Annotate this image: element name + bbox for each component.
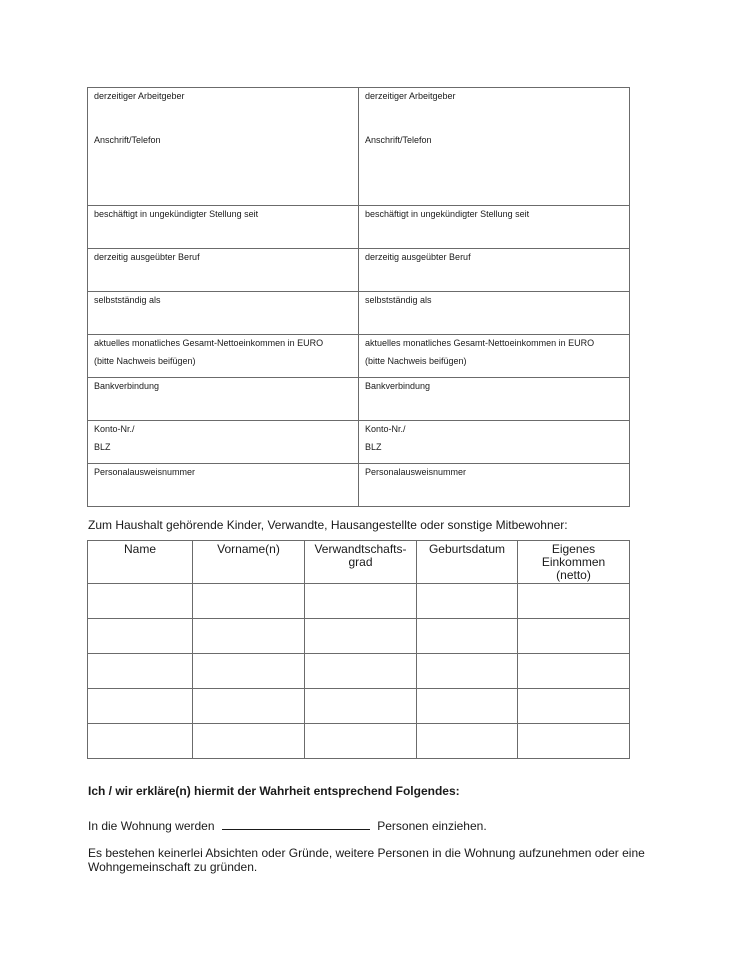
account-number-cell-left[interactable]	[88, 421, 359, 464]
id-card-label: Personalausweisnummer	[365, 467, 467, 477]
relationship-cell[interactable]	[305, 584, 417, 619]
household-heading: Zum Haushalt gehörende Kinder, Verwandte, Hausangestellte oder sonstige Mitbewohner:	[88, 518, 568, 532]
bank-details-label: Bankverbindung	[365, 381, 431, 391]
own-income-cell[interactable]	[518, 584, 630, 619]
relationship-cell[interactable]	[305, 689, 417, 724]
table-row	[88, 584, 630, 619]
id-card-label: Personalausweisnummer	[94, 467, 196, 477]
column-header-relationship: Verwandtschafts- grad	[305, 541, 417, 584]
employment-since-row	[88, 206, 630, 249]
bank-details-label: Bankverbindung	[94, 381, 160, 391]
employment-since-cell-right[interactable]	[359, 206, 630, 249]
column-header-name: Name	[88, 541, 193, 584]
table-row	[88, 654, 630, 689]
id-card-cell-left[interactable]	[88, 464, 359, 507]
bank-code-label: BLZ	[94, 442, 111, 452]
name-cell[interactable]	[88, 724, 193, 759]
net-income-cell-right[interactable]	[359, 335, 630, 378]
household-header-row	[88, 541, 630, 584]
column-header-birth-date: Geburtsdatum	[417, 541, 518, 584]
table-row	[88, 724, 630, 759]
first-name-cell[interactable]	[193, 689, 305, 724]
persons-count-line	[88, 818, 487, 833]
birth-date-cell[interactable]	[417, 689, 518, 724]
table-row	[88, 619, 630, 654]
name-cell[interactable]	[88, 654, 193, 689]
bank-details-row	[88, 378, 630, 421]
occupation-label: derzeitig ausgeübter Beruf	[365, 252, 471, 262]
occupation-cell-left[interactable]	[88, 249, 359, 292]
relationship-cell[interactable]	[305, 619, 417, 654]
address-phone-label: Anschrift/Telefon	[365, 135, 432, 145]
employer-cell-right[interactable]	[359, 88, 630, 206]
birth-date-cell[interactable]	[417, 724, 518, 759]
column-header-own-income: Eigenes Einkommen (netto)	[518, 541, 630, 584]
id-card-row	[88, 464, 630, 507]
employment-since-label: beschäftigt in ungekündigter Stellung seit	[365, 209, 530, 219]
birth-date-cell[interactable]	[417, 654, 518, 689]
no-further-persons-statement: Es bestehen keinerlei Absichten oder Gründe, weitere Personen in die Wohnung aufzunehmen oder eine Wohngemeinschaft zu gründen.	[88, 846, 645, 874]
employer-label: derzeitiger Arbeitgeber	[365, 91, 456, 101]
own-income-cell[interactable]	[518, 619, 630, 654]
bank-details-cell-right[interactable]	[359, 378, 630, 421]
id-card-cell-right[interactable]	[359, 464, 630, 507]
self-employed-label: selbstständig als	[94, 295, 161, 305]
applicant-details-table	[87, 87, 630, 507]
employer-row	[88, 88, 630, 206]
self-employed-label: selbstständig als	[365, 295, 432, 305]
own-income-cell[interactable]	[518, 654, 630, 689]
account-number-cell-right[interactable]	[359, 421, 630, 464]
own-income-cell[interactable]	[518, 724, 630, 759]
self-employed-row	[88, 292, 630, 335]
net-income-cell-left[interactable]	[88, 335, 359, 378]
proof-note: (bitte Nachweis beifügen)	[365, 356, 467, 366]
first-name-cell[interactable]	[193, 654, 305, 689]
bank-code-label: BLZ	[365, 442, 382, 452]
account-number-label: Konto-Nr./	[94, 424, 135, 434]
occupation-cell-right[interactable]	[359, 249, 630, 292]
account-number-label: Konto-Nr./	[365, 424, 406, 434]
net-income-label: aktuelles monatliches Gesamt-Nettoeinkommen in EURO	[94, 338, 324, 348]
name-cell[interactable]	[88, 584, 193, 619]
relationship-cell[interactable]	[305, 724, 417, 759]
own-income-cell[interactable]	[518, 689, 630, 724]
declaration-heading: Ich / wir erkläre(n) hiermit der Wahrheit entsprechend Folgendes:	[88, 784, 460, 798]
account-number-row	[88, 421, 630, 464]
first-name-cell[interactable]	[193, 724, 305, 759]
persons-suffix: Personen einziehen.	[377, 819, 487, 833]
employment-since-cell-left[interactable]	[88, 206, 359, 249]
name-cell[interactable]	[88, 619, 193, 654]
employment-since-label: beschäftigt in ungekündigter Stellung seit	[94, 209, 259, 219]
table-row	[88, 689, 630, 724]
proof-note: (bitte Nachweis beifügen)	[94, 356, 196, 366]
self-employed-cell-left[interactable]	[88, 292, 359, 335]
relationship-cell[interactable]	[305, 654, 417, 689]
birth-date-cell[interactable]	[417, 584, 518, 619]
first-name-cell[interactable]	[193, 619, 305, 654]
household-members-table	[87, 540, 630, 759]
net-income-row	[88, 335, 630, 378]
persons-prefix: In die Wohnung werden	[88, 819, 215, 833]
net-income-label: aktuelles monatliches Gesamt-Nettoeinkommen in EURO	[365, 338, 595, 348]
employer-label: derzeitiger Arbeitgeber	[94, 91, 185, 101]
birth-date-cell[interactable]	[417, 619, 518, 654]
occupation-label: derzeitig ausgeübter Beruf	[94, 252, 200, 262]
employer-cell-left[interactable]	[88, 88, 359, 206]
persons-count-blank[interactable]	[222, 818, 370, 830]
first-name-cell[interactable]	[193, 584, 305, 619]
self-employed-cell-right[interactable]	[359, 292, 630, 335]
bank-details-cell-left[interactable]	[88, 378, 359, 421]
name-cell[interactable]	[88, 689, 193, 724]
address-phone-label: Anschrift/Telefon	[94, 135, 161, 145]
occupation-row	[88, 249, 630, 292]
column-header-first-name: Vorname(n)	[193, 541, 305, 584]
